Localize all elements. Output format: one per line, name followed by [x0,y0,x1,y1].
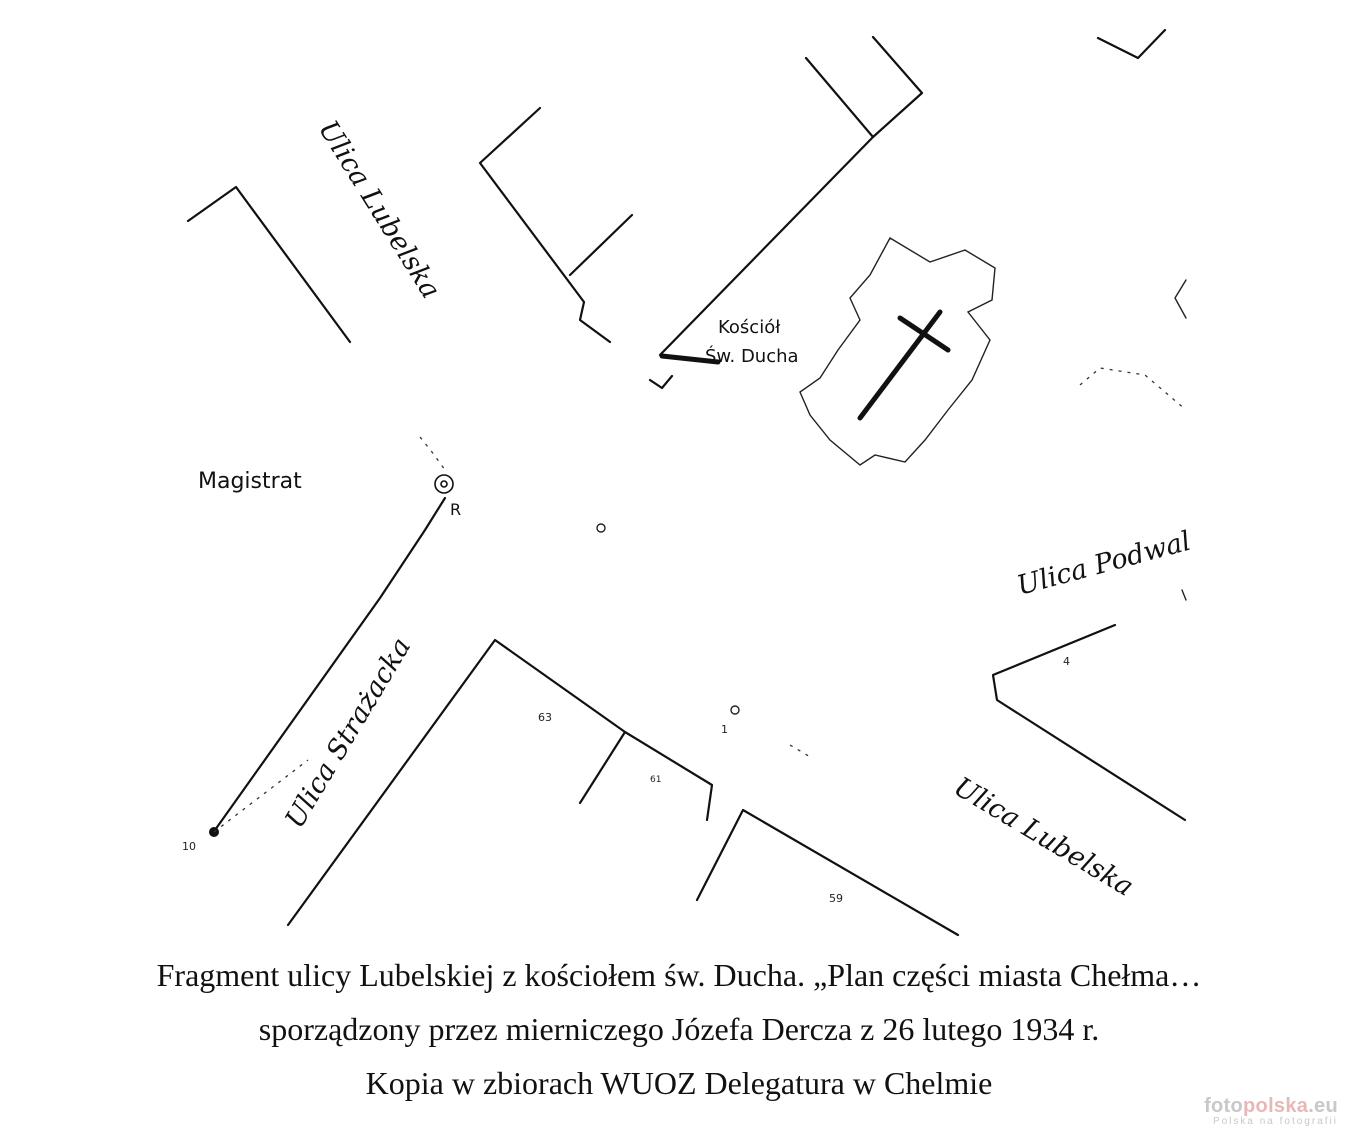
survey-point-center [597,524,605,532]
label-kosciol-line2: Św. Ducha [705,346,799,367]
map-caption [0,948,1358,1110]
street-label-strazacka: Ulica Strażacka [279,632,418,834]
magistrat-curve [420,437,445,470]
right-dashes [1175,280,1186,318]
lower-right-tick [1182,590,1186,600]
label-plot-4: 4 [1063,655,1070,668]
block-outline-upper-right [660,37,922,355]
block-outline-lower-right [993,625,1185,820]
label-magistrat: Magistrat [198,469,302,494]
label-point-r: R [450,500,462,519]
block-outline-lower-middle [697,810,958,935]
street-label-lubelska-top: Ulica Lubelska [312,115,447,305]
survey-point-1 [731,706,739,714]
watermark-accent: polska [1243,1095,1309,1117]
watermark-tagline: Polska na fotografii [1212,1116,1338,1127]
top-right-corner [1098,30,1165,58]
caption-line-2: sporządzony przez mierniczego Józefa Dercza z 26 lutego 1934 r. [258,1011,1100,1047]
church-front-wall [650,376,672,388]
label-plot-61: 61 [650,775,662,785]
label-point-10: 10 [182,840,196,853]
caption-line-1: Fragment ulicy Lubelskiej z kościołem św. Ducha. „Plan części miasta Chełma… [156,957,1202,993]
label-kosciol-line1: Kościół [718,317,781,338]
label-plot-59: 59 [829,892,843,905]
watermark-logo [1204,1095,1338,1118]
block-outline-lower-left [288,640,712,925]
church-building-outline [800,238,995,465]
watermark-suffix: .eu [1308,1095,1338,1117]
church-cross [860,312,948,418]
caption-line-3: Kopia w zbiorach WUOZ Delegatura w Chelmie [365,1065,993,1101]
survey-point-r-outer [435,475,453,493]
label-plot-63: 63 [538,711,552,724]
label-point-1: 1 [721,723,728,736]
survey-point-r-inner [441,481,447,487]
street-label-podwale: Ulica Podwal [1013,525,1195,602]
street-label-lubelska-bottom: Ulica Lubelska [948,771,1139,903]
fotopolska-watermark [1204,1095,1338,1127]
block-outline-upper-middle [480,108,632,342]
block-outline-upper-left [188,187,350,342]
watermark-prefix: foto [1204,1095,1244,1117]
